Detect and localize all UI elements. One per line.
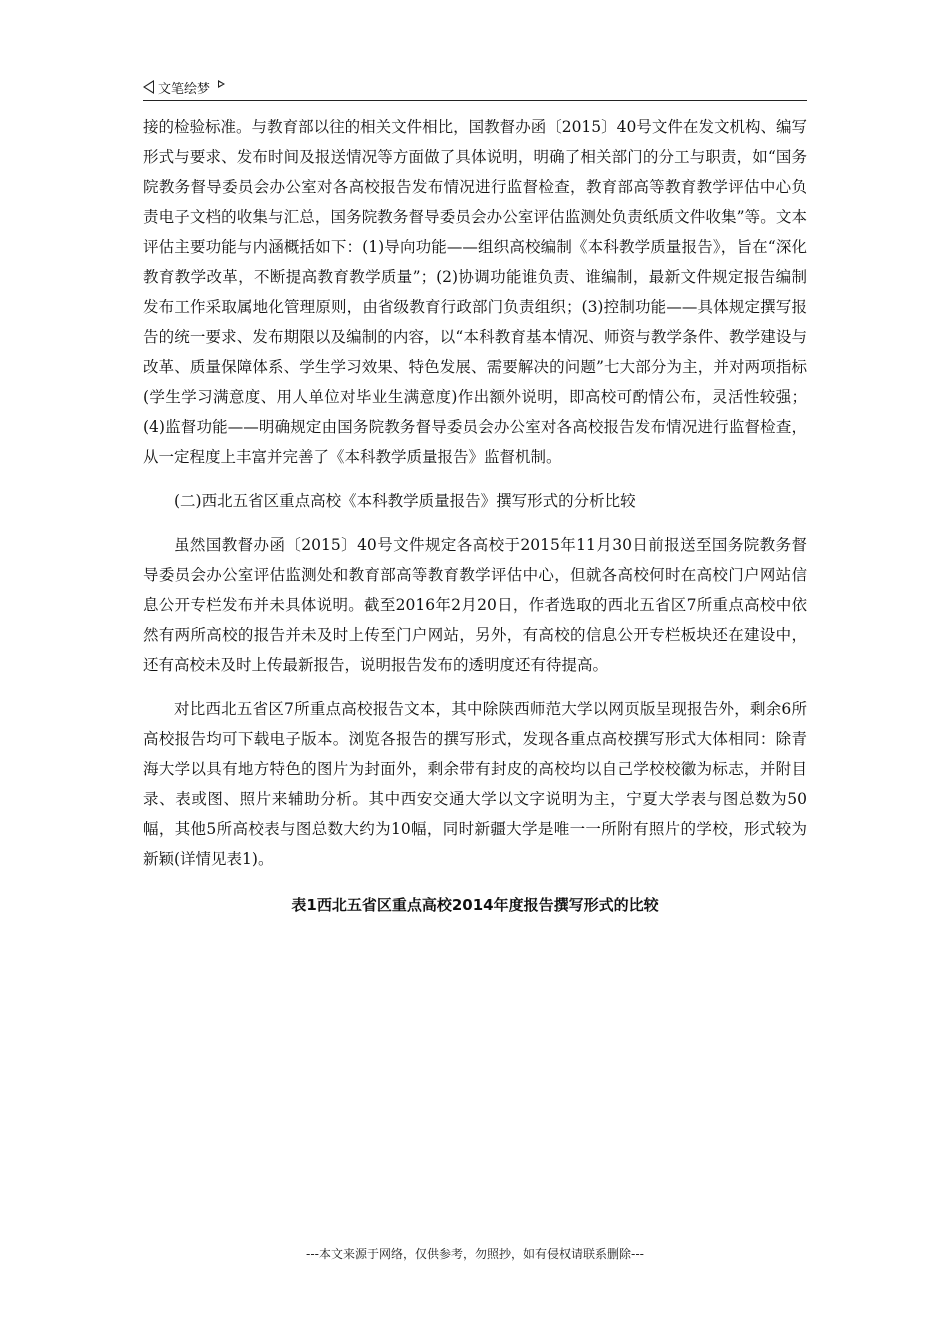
header-title: 文笔绘梦 bbox=[158, 81, 211, 97]
section-subheading: (二)西北五省区重点高校《本科教学质量报告》撰写形式的分析比较 bbox=[174, 492, 636, 510]
page-header bbox=[143, 74, 807, 101]
table-caption: 表1西北五省区重点高校2014年度报告撰写形式的比较 bbox=[291, 896, 659, 914]
triangle-right-icon bbox=[218, 80, 225, 88]
document-body bbox=[143, 112, 807, 920]
paragraph: 对比西北五省区7所重点高校报告文本，其中除陕西师范大学以网页版呈现报告外，剩余6所高校报告均可下载电子版本。浏览各报告的撰写形式，发现各重点高校撰写形式大体相同：除青海大学以具有地方特色的图片为封面外，剩余带有封皮的高校均以自己学校校徽为标志，并附目录、表或图、照片来辅助分析。其中西安交通大学以文字说明为主，宁夏大学表与图总数为50幅，其他5所高校表与图总数大约为10幅，同时新疆大学是唯一一所附有照片的学校，形式较为新颖(详情见表1)。 bbox=[143, 700, 807, 868]
paragraph: 虽然国教督办函〔2015〕40号文件规定各高校于2015年11月30日前报送至国务院教务督导委员会办公室评估监测处和教育部高等教育教学评估中心，但就各高校何时在高校门户网站信息公开专栏发布并未具体说明。截至2016年2月20日，作者选取的西北五省区7所重点高校中依然有两所高校的报告并未及时上传至门户网站，另外，有高校的信息公开专栏板块还在建设中，还有高校未及时上传最新报告，说明报告发布的透明度还有待提高。 bbox=[143, 536, 807, 674]
paragraph-continued: 接的检验标准。与教育部以往的相关文件相比，国教督办函〔2015〕40号文件在发文机构、编写形式与要求、发布时间及报送情况等方面做了具体说明，明确了相关部门的分工与职责，如“国务院教务督导委员会办公室对各高校报告发布情况进行监督检查，教育部高等教育教学评估中心负责电子文档的收集与汇总，国务院教务督导委员会办公室评估监测处负责纸质文件收集”等。文本评估主要功能与内涵概括如下：(1)导向功能——组织高校编制《本科教学质量报告》，旨在“深化教育教学改革，不断提高教育教学质量”；(2)协调功能谁负责、谁编制，最新文件规定报告编制发布工作采取属地化管理原则，由省级教育行政部门负责组织；(3)控制功能——具体规定撰写报告的统一要求、发布期限以及编制的内容，以“本科教育基本情况、师资与教学条件、教学建设与改革、质量保障体系、学生学习效果、特色发展、需要解决的问题”七大部分为主，并对两项指标(学生学习满意度、用人单位对毕业生满意度)作出额外说明，即高校可酌情公布，灵活性较强；(4)监督功能——明确规定由国务院教务督导委员会办公室对各高校报告发布情况进行监督检查，从一定程度上丰富并完善了《本科教学质量报告》监督机制。 bbox=[143, 118, 807, 466]
triangle-left-icon bbox=[143, 80, 154, 94]
page-footer-notice: ---本文来源于网络，仅供参考，勿照抄，如有侵权请联系删除--- bbox=[306, 1247, 644, 1261]
